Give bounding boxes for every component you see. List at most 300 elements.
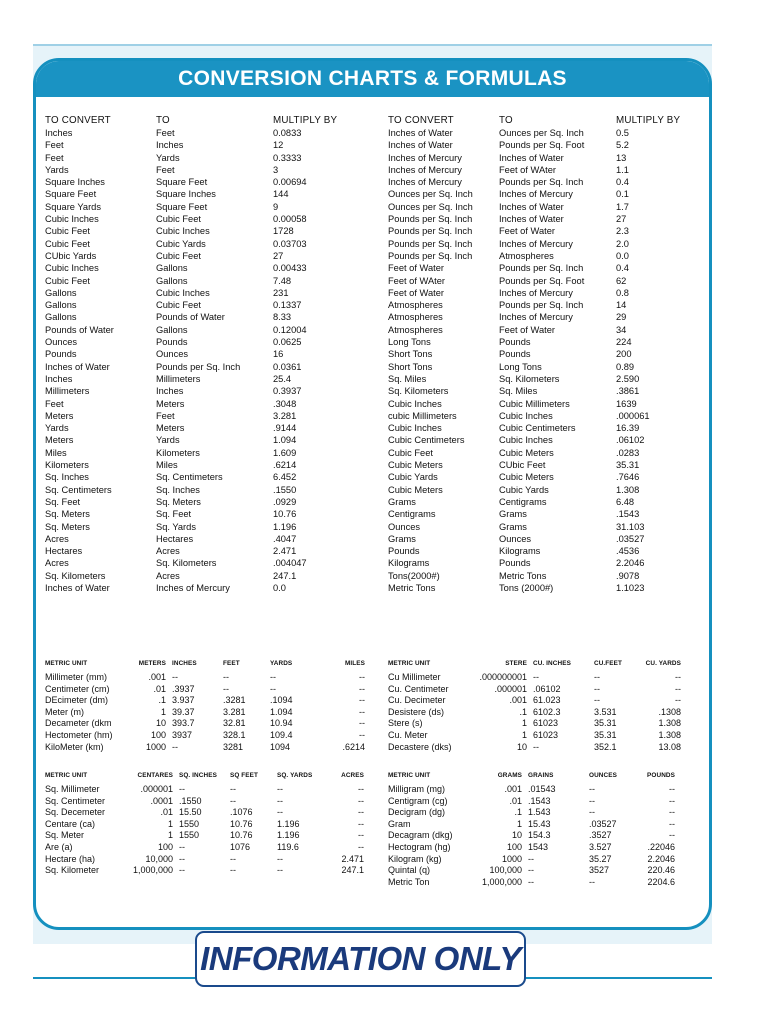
unit-name: Decigram (dg)	[388, 807, 446, 818]
value-cell: 328.1	[223, 729, 246, 740]
value-cell: 109.4	[270, 729, 293, 740]
to-unit: Pounds per Sq. Inch	[156, 361, 241, 372]
to-unit: Sq. Centimeters	[156, 472, 223, 483]
information-only-stamp: INFORMATION ONLY	[195, 931, 526, 987]
to-unit: Cubic Meters	[499, 447, 554, 458]
table-header	[388, 770, 675, 784]
value-cell: --	[172, 672, 178, 682]
table-row	[45, 299, 345, 311]
column-header: OUNCES	[589, 772, 617, 779]
table-row	[45, 311, 345, 323]
value-cell: 10.94	[270, 718, 293, 729]
column-header: SQ. INCHES	[179, 772, 217, 779]
unit-name: Gram	[388, 818, 411, 829]
value-cell: 1	[167, 818, 173, 829]
top-rule	[33, 44, 712, 46]
value-cell: .06102	[533, 683, 561, 694]
value-cell: 1000	[145, 741, 166, 752]
from-unit: Inches of Water	[45, 582, 110, 593]
table-row	[45, 730, 365, 742]
multiplier: 1728	[273, 226, 294, 237]
column-header: GRAMS	[497, 772, 522, 779]
table-row	[45, 152, 345, 164]
to-unit: Ounces per Sq. Inch	[499, 128, 584, 138]
table-row	[45, 695, 365, 707]
unit-name: Cu Millimeter	[388, 672, 441, 682]
from-unit: Atmospheres	[388, 312, 443, 323]
value-cell: --	[270, 672, 276, 682]
to-unit: Pounds per Sq. Foot	[499, 275, 585, 286]
header-to-convert: TO CONVERT	[45, 115, 111, 126]
value-cell: --	[359, 672, 365, 682]
from-unit: Cubic Feet	[45, 226, 90, 237]
multiplier: .004047	[273, 558, 307, 569]
to-unit: Ounces	[156, 349, 189, 360]
value-cell: --	[179, 784, 185, 794]
to-unit: Cubic Centimeters	[499, 423, 576, 434]
to-unit: Square Inches	[156, 189, 216, 200]
column-header: CENTARES	[137, 772, 173, 779]
from-unit: Pounds per Sq. Inch	[388, 250, 473, 261]
value-cell: 1094	[270, 741, 291, 752]
table-row	[45, 496, 345, 508]
multiplier: 1.1	[616, 164, 629, 175]
to-unit: Inches of Mercury	[156, 582, 230, 593]
value-cell: 1	[516, 818, 522, 829]
table-row	[388, 684, 681, 696]
multiplier: 1.7	[616, 201, 629, 212]
to-unit: Meters	[156, 423, 185, 434]
multiplier: 62	[616, 275, 627, 286]
metric-mass-table	[388, 770, 675, 888]
to-unit: Inches	[156, 140, 184, 151]
from-unit: Ounces	[45, 337, 78, 348]
value-cell: .000000001	[479, 672, 527, 682]
value-cell: 10.76	[230, 818, 253, 829]
from-unit: Grams	[388, 496, 416, 507]
value-cell: .000001	[494, 683, 527, 694]
from-unit: Gallons	[45, 312, 77, 323]
to-unit: Cubic Feet	[156, 250, 201, 261]
table-row	[45, 275, 345, 287]
table-row	[45, 819, 364, 831]
multiplier: .9144	[273, 423, 297, 434]
value-cell: .1	[514, 807, 522, 818]
table-row	[45, 385, 345, 397]
table-row	[45, 521, 345, 533]
multiplier: 16.39	[616, 423, 640, 434]
value-cell: 10	[155, 718, 166, 729]
value-cell: --	[179, 865, 185, 876]
value-cell: --	[669, 807, 675, 818]
unit-name: Sq. Centimeter	[45, 795, 106, 806]
table-row	[388, 225, 686, 237]
table-row	[45, 557, 345, 569]
multiplier: 9	[273, 201, 279, 212]
from-unit: Hectares	[45, 546, 83, 557]
to-unit: Long Tons	[499, 361, 542, 372]
table-row	[45, 796, 364, 808]
to-unit: Atmospheres	[499, 250, 554, 261]
value-cell: --	[589, 807, 595, 818]
value-cell: 61023	[533, 718, 559, 729]
value-cell: 220.46	[647, 865, 675, 876]
value-cell: --	[528, 853, 534, 864]
column-header: CU. YARDS	[645, 660, 681, 667]
table-row	[45, 854, 364, 866]
value-cell: 1,000,000	[132, 865, 173, 876]
from-unit: Inches of Mercury	[388, 152, 462, 163]
multiplier: 0.8	[616, 287, 629, 298]
table-row	[388, 582, 686, 594]
multiplier: .1550	[273, 484, 297, 495]
value-cell: --	[223, 683, 229, 694]
from-unit: Sq. Meters	[45, 521, 90, 532]
table-row	[45, 459, 345, 471]
value-cell: --	[179, 841, 185, 852]
table-header	[45, 658, 365, 672]
value-cell: --	[669, 795, 675, 806]
to-unit: Inches of Mercury	[499, 312, 573, 323]
value-cell: 1076	[230, 841, 251, 852]
value-cell: .1543	[528, 795, 551, 806]
table-row	[388, 398, 686, 410]
table-row	[388, 275, 686, 287]
to-unit: Feet	[156, 128, 175, 138]
table-row	[388, 842, 675, 854]
value-cell: .22046	[647, 841, 675, 852]
unit-name: Hectometer (hm)	[45, 729, 113, 740]
value-cell: .0001	[150, 795, 173, 806]
from-unit: Meters	[45, 410, 74, 421]
value-cell: --	[277, 795, 283, 806]
table-row	[388, 570, 686, 582]
value-cell: 1543	[528, 841, 549, 852]
from-unit: Cubic Meters	[388, 460, 443, 471]
column-header: METRIC UNIT	[45, 772, 88, 779]
value-cell: .3937	[172, 683, 195, 694]
multiplier: 27	[273, 250, 284, 261]
to-unit: Gallons	[156, 263, 188, 274]
value-cell: --	[358, 784, 364, 794]
table-row	[388, 434, 686, 446]
to-unit: Gallons	[156, 275, 188, 286]
multiplier: 0.4	[616, 177, 629, 188]
table-row	[45, 570, 345, 582]
table-row	[45, 361, 345, 373]
from-unit: Acres	[45, 558, 69, 569]
multiplier: 0.12004	[273, 324, 307, 335]
multiplier: 0.0	[273, 582, 286, 593]
to-unit: Ounces	[499, 533, 532, 544]
value-cell: 1.196	[277, 830, 300, 841]
unit-name: Desistere (ds)	[388, 706, 445, 717]
to-unit: Sq. Miles	[499, 386, 538, 397]
table-row	[388, 250, 686, 262]
table-row	[45, 238, 345, 250]
table-row	[388, 348, 686, 360]
from-unit: Millimeters	[45, 386, 90, 397]
table-row	[45, 422, 345, 434]
from-unit: Sq. Kilometers	[45, 570, 106, 581]
to-unit: Grams	[499, 521, 527, 532]
column-header: METRIC UNIT	[45, 660, 88, 667]
to-unit: Feet	[156, 164, 175, 175]
table-row	[45, 434, 345, 446]
multiplier: 0.0833	[273, 128, 302, 138]
multiplier: 1.094	[273, 435, 297, 446]
value-cell: --	[594, 695, 600, 706]
from-unit: Yards	[45, 164, 69, 175]
to-unit: Cubic Inches	[499, 410, 553, 421]
to-unit: Sq. Meters	[156, 496, 201, 507]
value-cell: --	[270, 683, 276, 694]
multiplier: 3	[273, 164, 279, 175]
header-multiply-by: MULTIPLY BY	[616, 115, 681, 126]
to-unit: Centigrams	[499, 496, 547, 507]
value-cell: .3281	[223, 695, 246, 706]
from-unit: Kilometers	[45, 460, 89, 471]
table-row	[388, 152, 686, 164]
multiplier: 0.00694	[273, 177, 307, 188]
table-row	[45, 139, 345, 151]
from-unit: Inches of Water	[388, 128, 453, 138]
conversion-table-right	[388, 114, 686, 594]
value-cell: --	[277, 807, 283, 818]
table-row	[388, 324, 686, 336]
multiplier: 35.31	[616, 460, 640, 471]
value-cell: 352.1	[594, 741, 617, 752]
value-cell: 1550	[179, 818, 200, 829]
table-row	[388, 807, 675, 819]
unit-name: Sq. Kilometer	[45, 865, 100, 876]
table-row	[388, 201, 686, 213]
from-unit: Yards	[45, 423, 69, 434]
table-row	[45, 707, 365, 719]
value-cell: 3937	[172, 729, 193, 740]
multiplier: 29	[616, 312, 627, 323]
value-cell: --	[359, 706, 365, 717]
table-row	[388, 521, 686, 533]
multiplier: 144	[273, 189, 289, 200]
unit-name: Kilogram (kg)	[388, 853, 442, 864]
table-row	[388, 484, 686, 496]
from-unit: Cubic Centimeters	[388, 435, 465, 446]
multiplier: 7.48	[273, 275, 292, 286]
table-row	[45, 348, 345, 360]
value-cell: --	[358, 841, 364, 852]
multiplier: 1.196	[273, 521, 297, 532]
from-unit: Short Tons	[388, 361, 433, 372]
unit-name: Millimeter (mm)	[45, 672, 107, 682]
from-unit: Feet	[45, 140, 64, 151]
column-header: SQ FEET	[230, 772, 259, 779]
value-cell: 3281	[223, 741, 244, 752]
value-cell: --	[594, 672, 600, 682]
table-row	[45, 807, 364, 819]
from-unit: Ounces per Sq. Inch	[388, 189, 473, 200]
table-row	[388, 865, 675, 877]
value-cell: 15.43	[528, 818, 551, 829]
to-unit: Square Feet	[156, 201, 208, 212]
table-row	[45, 742, 365, 754]
multiplier: 224	[616, 337, 632, 348]
value-cell: .6214	[342, 741, 365, 752]
to-unit: Inches of Water	[499, 214, 564, 225]
from-unit: Atmospheres	[388, 300, 443, 311]
from-unit: Feet	[45, 152, 64, 163]
table-row	[45, 127, 345, 139]
table-row	[45, 533, 345, 545]
multiplier: 0.0625	[273, 337, 302, 348]
value-cell: 1,000,000	[481, 876, 522, 887]
to-unit: Inches of Mercury	[499, 238, 573, 249]
from-unit: Sq. Miles	[388, 373, 427, 384]
to-unit: Cubic Inches	[156, 287, 210, 298]
to-unit: Metric Tons	[499, 570, 547, 581]
table-row	[45, 471, 345, 483]
unit-name: Hectogram (hg)	[388, 841, 451, 852]
column-header: CU.FEET	[594, 660, 623, 667]
table-row	[388, 545, 686, 557]
multiplier: 0.03703	[273, 238, 307, 249]
value-cell: 1	[160, 706, 166, 717]
multiplier: 8.33	[273, 312, 292, 323]
to-unit: Sq. Kilometers	[156, 558, 217, 569]
table-row	[45, 164, 345, 176]
from-unit: Inches of Mercury	[388, 164, 462, 175]
to-unit: Pounds per Sq. Inch	[499, 263, 584, 274]
value-cell: --	[675, 695, 681, 706]
value-cell: 6102.3	[533, 706, 561, 717]
column-header: METRIC UNIT	[388, 660, 431, 667]
to-unit: Cubic Millimeters	[499, 398, 570, 409]
from-unit: Tons(2000#)	[388, 570, 440, 581]
column-header: ACRES	[341, 772, 364, 779]
to-unit: Cubic Inches	[499, 435, 553, 446]
unit-name: Centigram (cg)	[388, 795, 448, 806]
value-cell: --	[589, 784, 595, 794]
table-row	[45, 830, 364, 842]
unit-name: Centimeter (cm)	[45, 683, 110, 694]
to-unit: Sq. Kilometers	[499, 373, 560, 384]
table-row	[45, 865, 364, 877]
column-header: FEET	[223, 660, 240, 667]
table-row	[45, 250, 345, 262]
from-unit: Feet of Water	[388, 263, 444, 274]
from-unit: Cubic Feet	[45, 275, 90, 286]
value-cell: 3.531	[594, 706, 617, 717]
from-unit: Atmospheres	[388, 324, 443, 335]
column-header: POUNDS	[647, 772, 675, 779]
to-unit: Cubic Feet	[156, 214, 201, 225]
unit-name: Quintal (q)	[388, 865, 431, 876]
multiplier: .1543	[616, 509, 640, 520]
multiplier: 14	[616, 300, 627, 311]
multiplier: 31.103	[616, 521, 645, 532]
unit-name: Sq. Meter	[45, 830, 85, 841]
column-header: YARDS	[270, 660, 293, 667]
value-cell: 3527	[589, 865, 610, 876]
from-unit: Sq. Inches	[45, 472, 89, 483]
from-unit: Sq. Centimeters	[45, 484, 112, 495]
table-row	[388, 447, 686, 459]
unit-name: DEcimeter (dm)	[45, 695, 109, 706]
table-row	[388, 299, 686, 311]
value-cell: .01	[509, 795, 522, 806]
to-unit: Feet of Water	[499, 324, 555, 335]
value-cell: .1308	[658, 706, 681, 717]
value-cell: --	[358, 830, 364, 841]
to-unit: Miles	[156, 460, 178, 471]
value-cell: 393.7	[172, 718, 195, 729]
to-unit: Millimeters	[156, 373, 201, 384]
from-unit: Sq. Kilometers	[388, 386, 449, 397]
to-unit: Pounds	[156, 337, 188, 348]
table-row	[45, 508, 345, 520]
to-unit: Cubic Meters	[499, 472, 554, 483]
value-cell: --	[589, 795, 595, 806]
to-unit: Kilograms	[499, 546, 541, 557]
value-cell: --	[179, 853, 185, 864]
unit-name: Metric Ton	[388, 876, 430, 887]
to-unit: Acres	[156, 546, 180, 557]
table-row	[45, 447, 345, 459]
table-row	[45, 176, 345, 188]
from-unit: Cubic Inches	[388, 398, 442, 409]
multiplier: 13	[616, 152, 627, 163]
multiplier: 34	[616, 324, 627, 335]
table-row	[388, 262, 686, 274]
from-unit: Sq. Meters	[45, 509, 90, 520]
unit-name: Decagram (dkg)	[388, 830, 453, 841]
metric-length-table	[45, 658, 365, 753]
table-row	[388, 742, 681, 754]
to-unit: Cubic Inches	[156, 226, 210, 237]
multiplier: .7646	[616, 472, 640, 483]
to-unit: Pounds	[499, 349, 531, 360]
unit-name: Stere (s)	[388, 718, 423, 729]
from-unit: Pounds of Water	[45, 324, 114, 335]
to-unit: Inches of Water	[499, 152, 564, 163]
unit-name: Decameter (dkm	[45, 718, 112, 729]
value-cell: .001	[509, 695, 527, 706]
value-cell: 10.76	[230, 830, 253, 841]
table-header	[45, 114, 345, 127]
unit-name: KiloMeter (km)	[45, 741, 104, 752]
metric-volume-table	[388, 658, 681, 753]
unit-name: Cu. Decimeter	[388, 695, 446, 706]
table-row	[388, 672, 681, 684]
value-cell: 10	[511, 830, 522, 841]
to-unit: CUbic Feet	[499, 460, 546, 471]
value-cell: 2.471	[341, 853, 364, 864]
to-unit: Tons (2000#)	[499, 582, 554, 593]
to-unit: Cubic Yards	[156, 238, 206, 249]
from-unit: Pounds	[45, 349, 77, 360]
from-unit: Cubic Feet	[388, 447, 433, 458]
from-unit: Cubic Feet	[45, 238, 90, 249]
table-row	[388, 784, 675, 796]
multiplier: .3861	[616, 386, 640, 397]
value-cell: --	[528, 876, 534, 887]
from-unit: Square Inches	[45, 177, 105, 188]
metric-area-table	[45, 770, 364, 877]
chart-card	[33, 58, 712, 930]
multiplier: 0.00058	[273, 214, 307, 225]
table-row	[45, 718, 365, 730]
multiplier: 0.89	[616, 361, 635, 372]
